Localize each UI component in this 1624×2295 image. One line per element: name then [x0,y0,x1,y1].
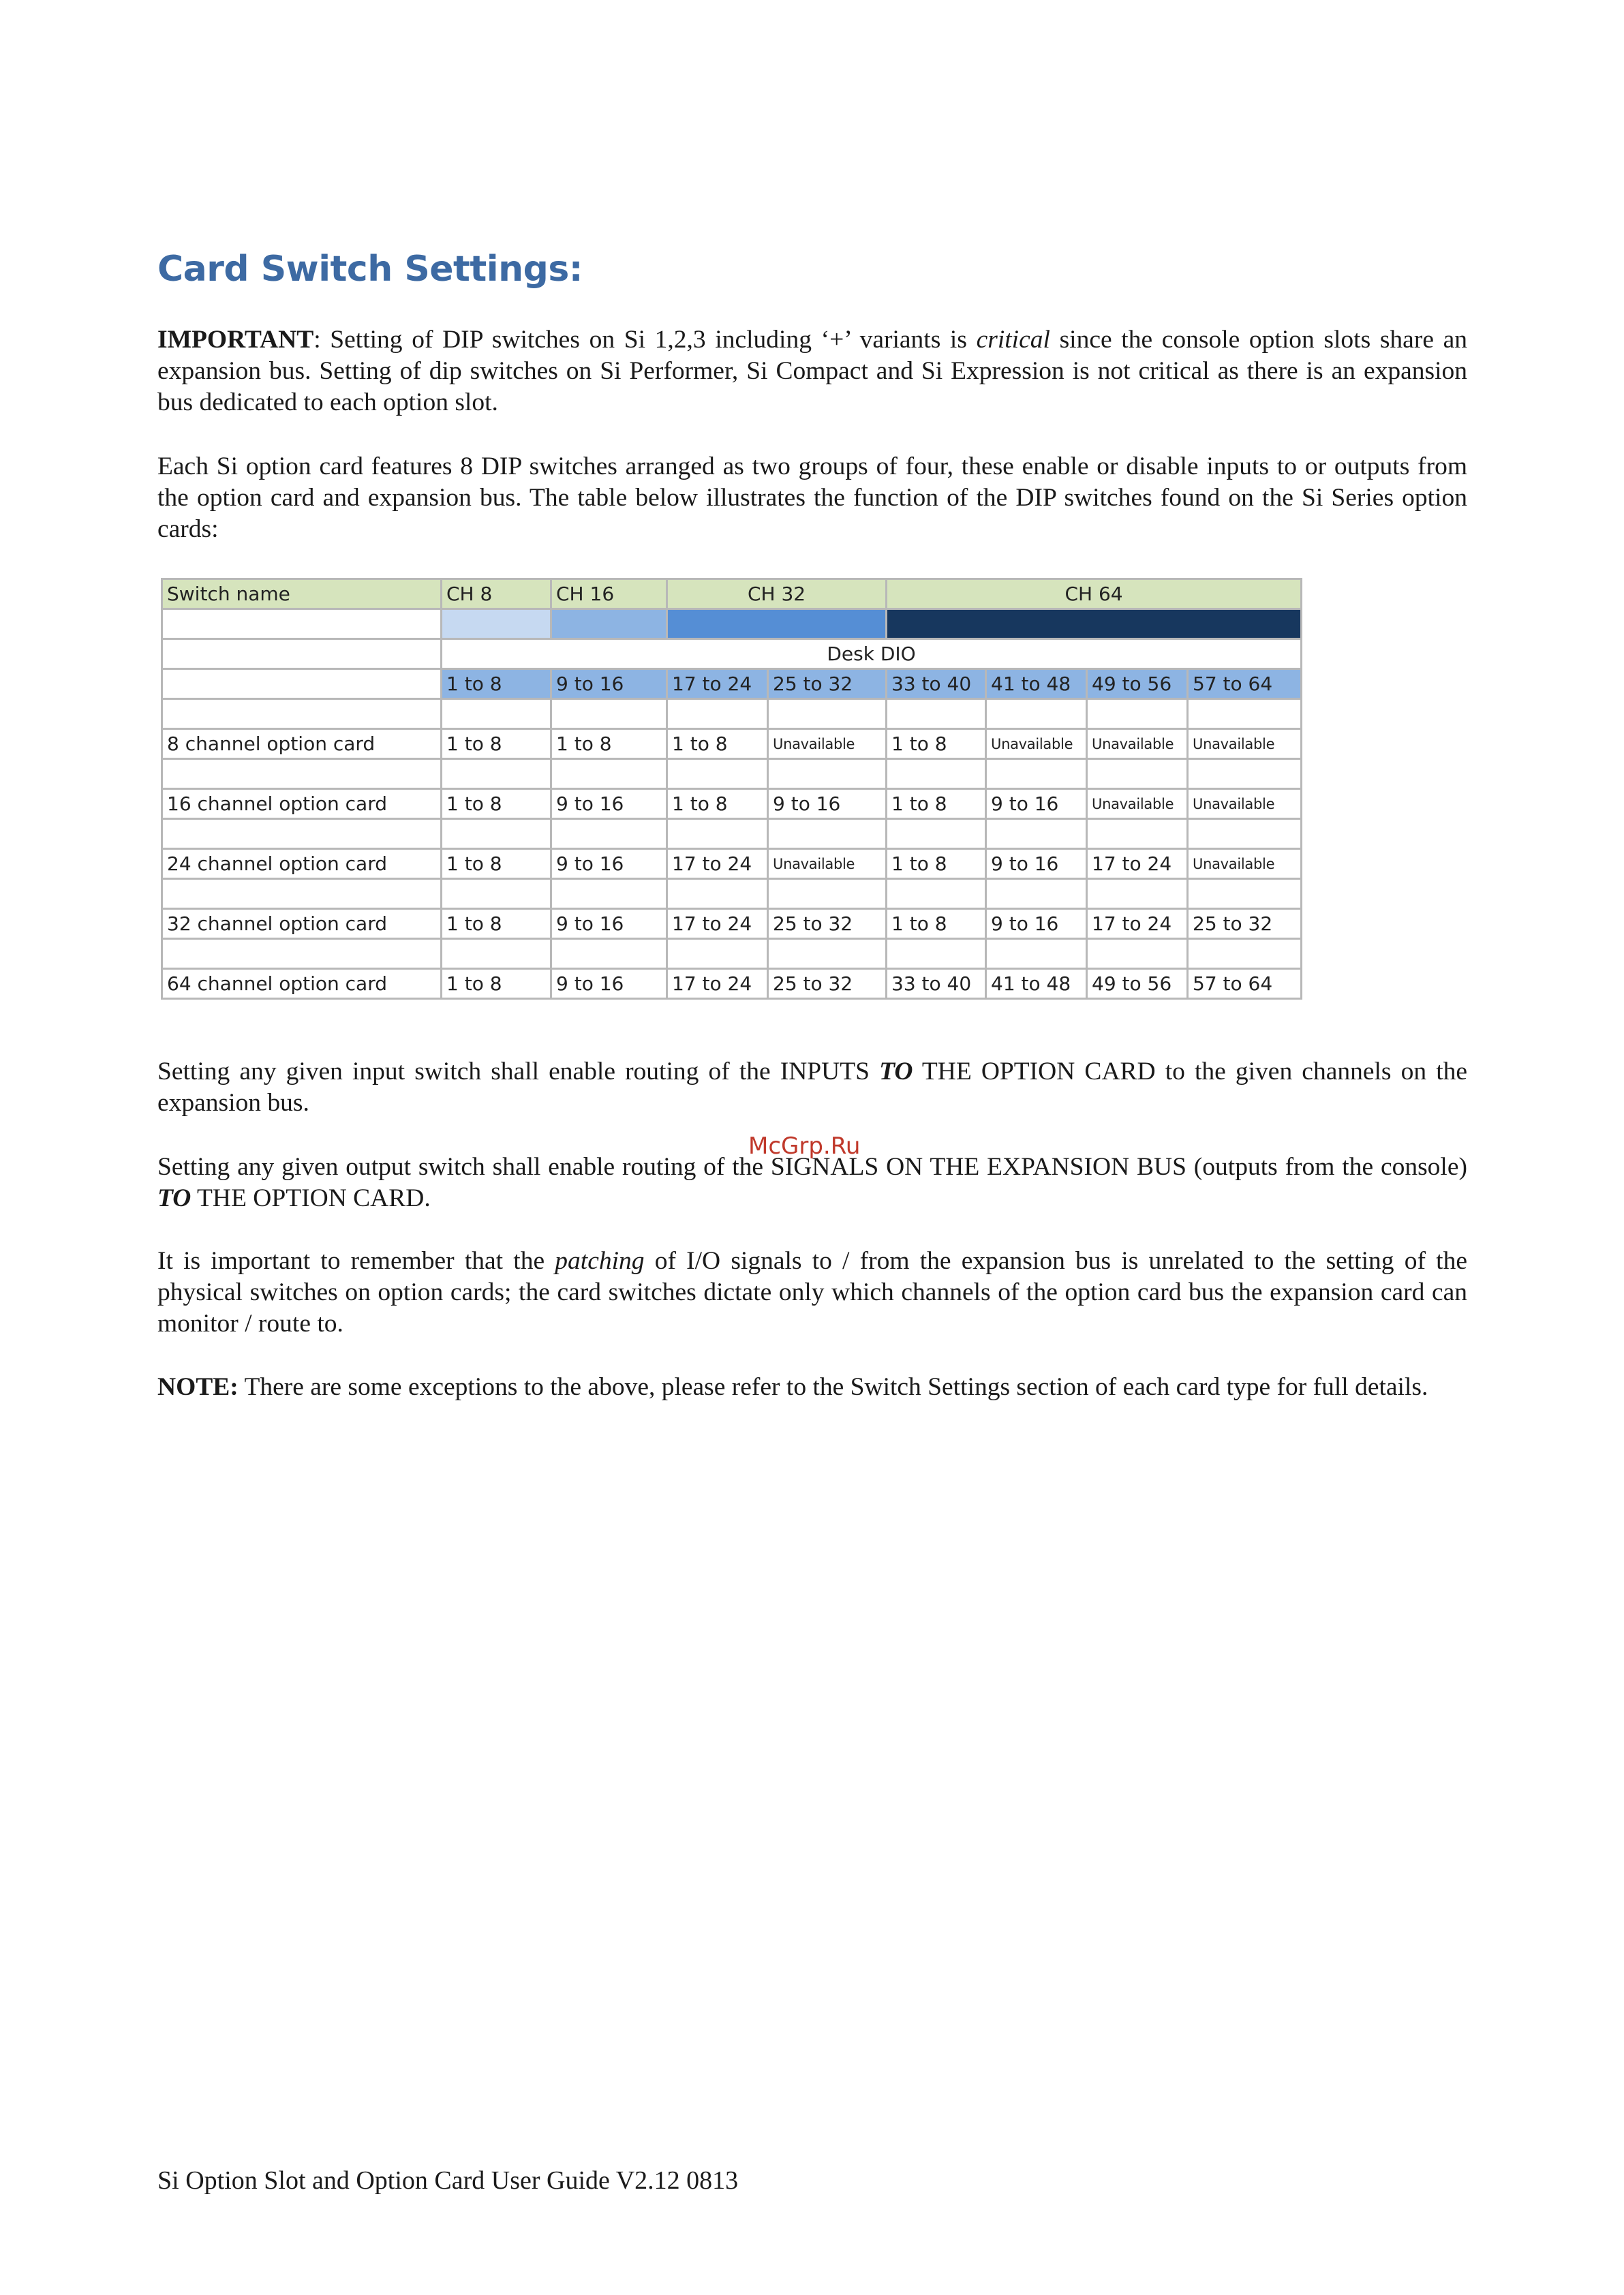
output-text-a: Setting any given output switch shall enable routing of the SIGNALS ON THE EXPANSION BUS (outputs from the console) [157,1153,1467,1181]
table-row [162,969,1302,999]
channel-cell: Unavailable [986,729,1087,759]
ch8-color-swatch [442,609,551,639]
channel-cell: 9 to 16 [986,849,1087,879]
desk-dio-label: Desk DIO [442,639,1302,669]
channel-cell: Unavailable [1188,789,1302,819]
spacer-row [162,699,1302,729]
input-text-a: Setting any given input switch shall enable routing of the INPUTS [157,1058,880,1085]
channel-cell: 9 to 16 [551,969,667,999]
note-label: NOTE: [157,1373,239,1401]
ch16-color-swatch [551,609,667,639]
channel-cell: Unavailable [768,729,887,759]
important-paragraph [157,324,1467,418]
range-cell: 33 to 40 [887,669,986,699]
channel-cell: 1 to 8 [442,849,551,879]
watermark: McGrp.Ru [748,1133,861,1160]
note-text: There are some exceptions to the above, please refer to the Switch Settings section of each card type for full details. [238,1373,1428,1401]
card-rows [162,699,1302,999]
channel-cell: 1 to 8 [442,909,551,939]
table-row [162,849,1302,879]
header-ch64: CH 64 [887,579,1302,609]
channel-cell: 1 to 8 [667,729,768,759]
channel-cell: 17 to 24 [667,909,768,939]
output-emphasis: TO [157,1184,191,1212]
table-row [162,789,1302,819]
channel-cell: 9 to 16 [986,909,1087,939]
intro-paragraph: Each Si option card features 8 DIP switches arranged as two groups of four, these enable or disable inputs to or outputs from the option card and expansion bus. The table below illustrates the function of the DIP switches found on the Si Series option cards: [157,452,1467,543]
channel-cell: 9 to 16 [768,789,887,819]
important-text-a: : Setting of DIP switches on Si 1,2,3 including ‘+’ variants is [313,326,977,354]
channel-cell: 17 to 24 [667,849,768,879]
important-emphasis: critical [976,326,1050,354]
channel-cell: Unavailable [768,849,887,879]
channel-cell: 17 to 24 [667,969,768,999]
input-emphasis: TO [879,1058,913,1085]
channel-cell: 57 to 64 [1188,969,1302,999]
channel-cell: 41 to 48 [986,969,1087,999]
output-switch-paragraph [157,1152,1467,1214]
channel-cell: 33 to 40 [887,969,986,999]
spacer-row [162,939,1302,969]
table-row [162,729,1302,759]
header-ch8: CH 8 [442,579,551,609]
note-paragraph [157,1372,1467,1403]
color-key-row [162,609,1302,639]
channel-cell: Unavailable [1087,789,1188,819]
important-text-b: since the console option slots share an expansion bus. Setting of dip switches on Si Performer, Si Compact and Si Expression is not critical as there is an expansion bus dedicated to each option slot. [157,326,1468,416]
channel-cell: 1 to 8 [887,849,986,879]
range-header-row [162,669,1302,699]
channel-cell: 1 to 8 [667,789,768,819]
channel-cell: 1 to 8 [887,789,986,819]
channel-cell: Unavailable [1087,729,1188,759]
channel-cell: 1 to 8 [887,729,986,759]
channel-cell: 1 to 8 [887,909,986,939]
important-label: IMPORTANT [157,326,314,354]
channel-cell: 9 to 16 [551,849,667,879]
channel-cell: 1 to 8 [442,729,551,759]
range-cell: 41 to 48 [986,669,1087,699]
range-cell: 57 to 64 [1188,669,1302,699]
page-title: Card Switch Settings: [157,249,583,290]
header-ch16: CH 16 [551,579,667,609]
range-cell: 17 to 24 [667,669,768,699]
channel-cell: 9 to 16 [986,789,1087,819]
output-text-b: THE OPTION CARD. [191,1184,431,1212]
spacer-row [162,879,1302,909]
channel-cell: Unavailable [1188,849,1302,879]
card-name: 24 channel option card [162,849,442,879]
input-switch-paragraph [157,1056,1467,1119]
channel-cell: 25 to 32 [768,969,887,999]
channel-cell: 1 to 8 [442,969,551,999]
channel-cell: 25 to 32 [1188,909,1302,939]
patching-text-a: It is important to remember that the [157,1247,555,1275]
patching-paragraph [157,1246,1467,1340]
channel-cell: 9 to 16 [551,789,667,819]
range-cell: 49 to 56 [1087,669,1188,699]
patching-emphasis: patching [555,1247,645,1275]
card-name: 8 channel option card [162,729,442,759]
spacer-row [162,819,1302,849]
card-name: 16 channel option card [162,789,442,819]
spacer-row [162,759,1302,789]
range-cell: 1 to 8 [442,669,551,699]
channel-cell: 17 to 24 [1087,909,1188,939]
range-cell: 25 to 32 [768,669,887,699]
desk-dio-row [162,639,1302,669]
channel-cell: 25 to 32 [768,909,887,939]
ch32-color-swatch [667,609,887,639]
channel-cell: 1 to 8 [551,729,667,759]
table-row [162,909,1302,939]
header-switch-name: Switch name [162,579,442,609]
channel-cell: Unavailable [1188,729,1302,759]
range-cell: 9 to 16 [551,669,667,699]
dip-switch-table [161,578,1302,1000]
header-ch32: CH 32 [667,579,887,609]
ch64-color-swatch [887,609,1302,639]
channel-cell: 9 to 16 [551,909,667,939]
channel-cell: 1 to 8 [442,789,551,819]
card-name: 32 channel option card [162,909,442,939]
patching-text-b: of I/O signals to / from the expansion bus is unrelated to the setting of the physical switches on option cards; the card switches dictate only which channels of the option card bus the expansion card can monitor / route to. [157,1247,1467,1338]
table-header-row [162,579,1302,609]
input-text-b: THE OPTION CARD to the given channels on the expansion bus. [157,1058,1468,1117]
channel-cell: 17 to 24 [1087,849,1188,879]
channel-cell: 49 to 56 [1087,969,1188,999]
card-name: 64 channel option card [162,969,442,999]
page-footer: Si Option Slot and Option Card User Guide V2.12 0813 [157,2166,739,2195]
